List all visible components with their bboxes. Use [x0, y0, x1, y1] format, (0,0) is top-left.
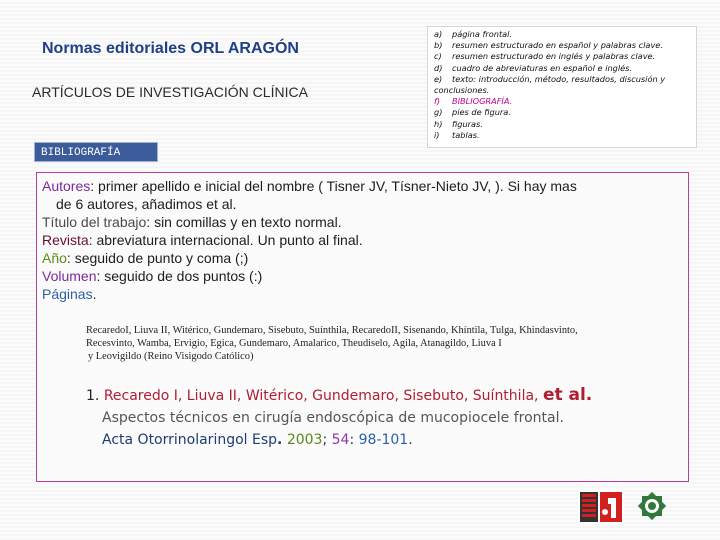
rule-authors-continued: de 6 autores, añadimos et al.	[56, 196, 237, 212]
rule-pages: Páginas.	[42, 286, 97, 302]
reference-example	[86, 384, 686, 451]
reference-source: Acta Otorrinolaringol Esp. 2003; 54: 98-101.	[102, 432, 413, 448]
rule-volume: Volumen: seguido de dos puntos (:)	[42, 268, 263, 284]
example-line: y Leovigildo (Reino Visigodo Católico)	[88, 351, 254, 362]
reference-title: Aspectos técnicos en cirugía endoscópica de mucopiocele frontal.	[102, 410, 564, 426]
list-item: conclusiones.	[434, 85, 490, 96]
list-item: g) pies de figura.	[434, 107, 511, 118]
list-item: b) resumen estructurado en español y palabras clave.	[434, 40, 663, 51]
reference-year: 2003	[286, 432, 323, 448]
reference-authors: Recaredo I, Liuva II, Witérico, Gundemaro, Sisebuto, Suínthila,	[103, 388, 539, 404]
seorl-logo-icon	[578, 490, 624, 524]
example-line: Recesvinto, Wamba, Ervigio, Egica, Gundemaro, Amalarico, Theudiselo, Agila, Atanagildo, Liuva I	[86, 338, 502, 349]
rule-year: Año: seguido de punto y coma (;)	[42, 250, 249, 266]
reference-volume: 54	[331, 432, 350, 448]
rule-journal: Revista: abreviatura internacional. Un punto al final.	[42, 232, 363, 248]
reference-number: 1.	[86, 388, 100, 404]
section-tag: BIBLIOGRAFÍA	[34, 142, 158, 162]
example-authors-list	[86, 324, 676, 363]
star-logo-icon	[634, 488, 670, 524]
reference-etal: et al.	[542, 385, 593, 405]
list-item: a) página frontal.	[434, 29, 513, 39]
reference-journal: Acta Otorrinolaringol Esp	[102, 432, 278, 448]
list-item-highlighted: f) BIBLIOGRAFÍA.	[434, 96, 513, 107]
sections-list	[427, 26, 697, 148]
list-item: h) figuras.	[434, 118, 483, 129]
reference-pages: 98-101	[358, 432, 409, 448]
rule-title: Título del trabajo: sin comillas y en texto normal.	[42, 214, 342, 230]
list-item: c) resumen estructurado en inglés y palabras clave.	[434, 51, 656, 62]
example-line: RecaredoI, Liuva II, Witérico, Gundemaro, Sisebuto, Suínthila, RecaredoII, Sisenando, Khíntila, Tulga, Khindasvinto,	[86, 325, 578, 336]
reference-line-authors	[86, 384, 686, 407]
citation-rules	[42, 177, 682, 303]
slide-subtitle: ARTÍCULOS DE INVESTIGACIÓN CLÍNICA	[32, 84, 308, 100]
rule-authors: Autores: primer apellido e inicial del nombre ( Tisner JV, Tísner-Nieto JV, ). Si hay mas	[42, 178, 577, 194]
list-item: e) texto: introducción, método, resultados, discusión y	[434, 73, 666, 84]
list-item: i) tablas.	[434, 129, 480, 140]
list-item: d) cuadro de abreviaturas en español e inglés.	[434, 62, 633, 73]
slide-title: Normas editoriales ORL ARAGÓN	[42, 40, 299, 57]
